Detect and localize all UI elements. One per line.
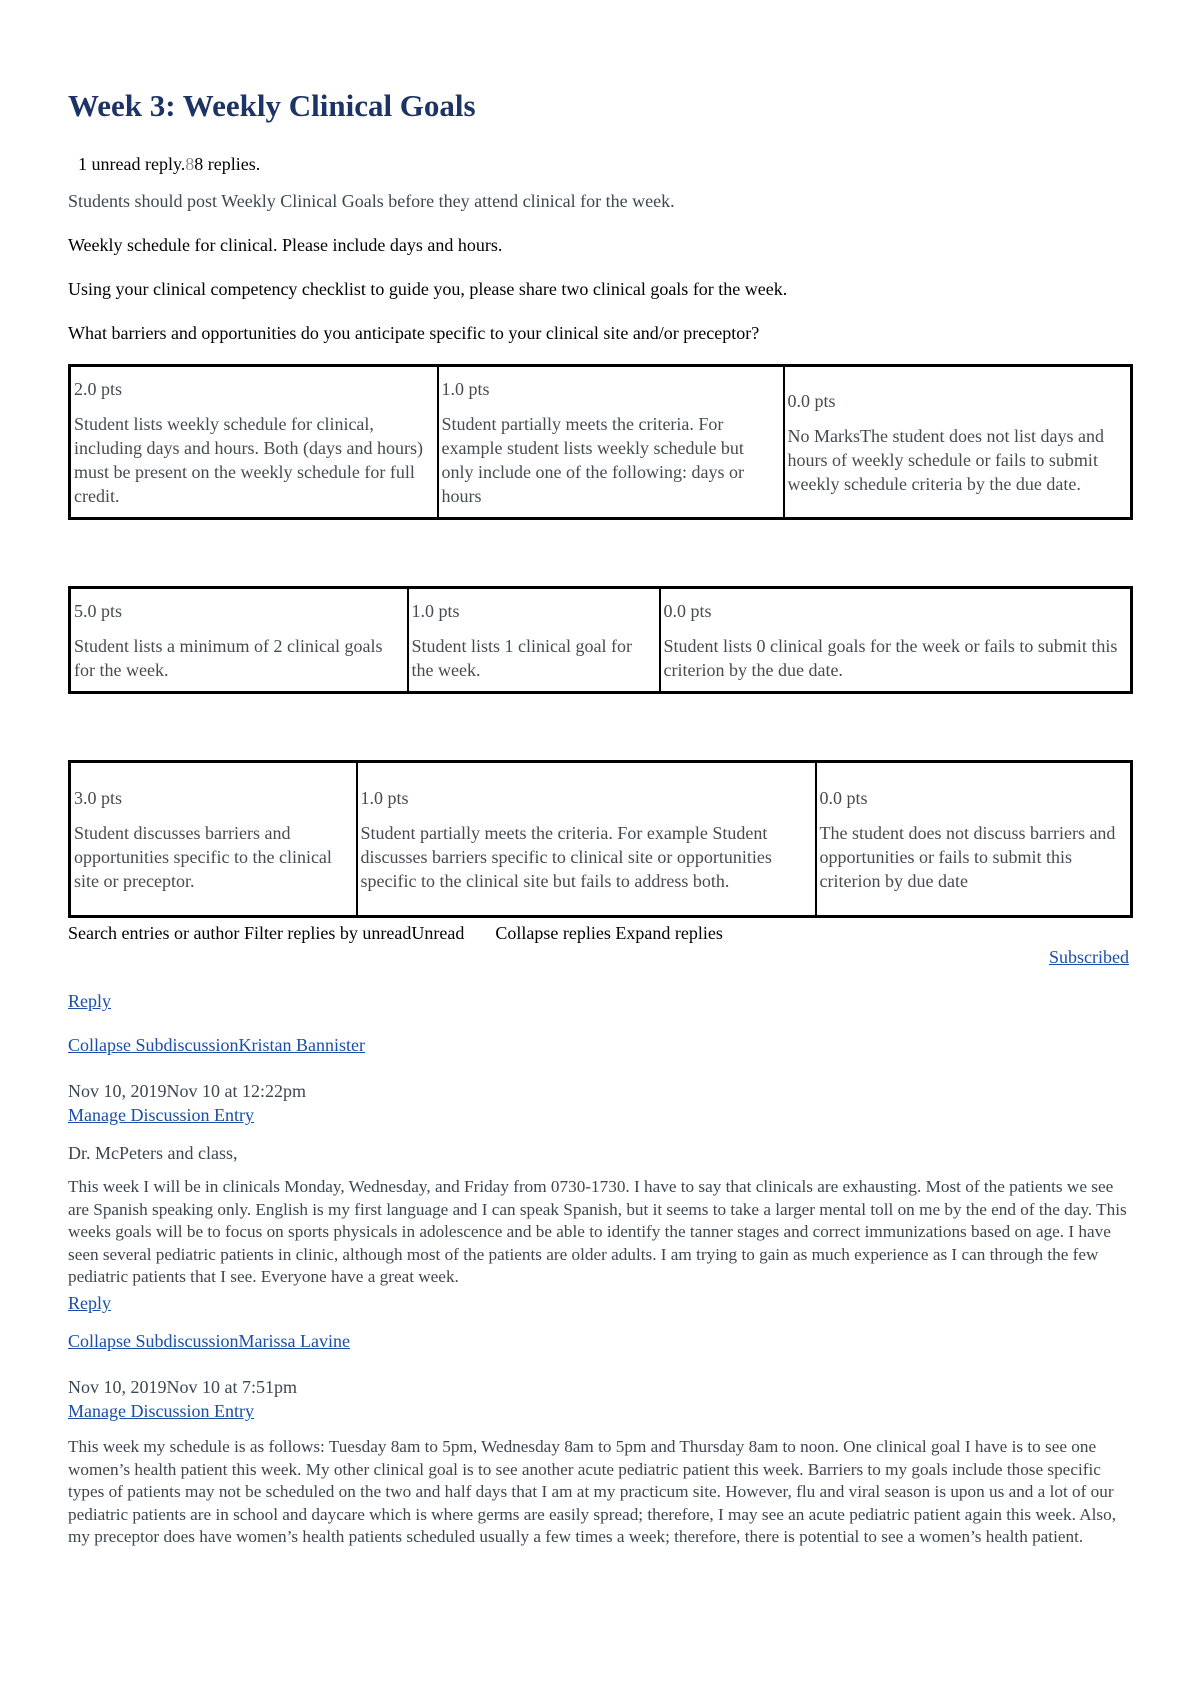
collapse-replies-button[interactable]: Collapse replies: [495, 923, 611, 943]
rubric-points: 1.0 pts: [411, 600, 460, 621]
rubric-table-schedule: [68, 364, 1133, 520]
subscribed-button[interactable]: Subscribed: [1049, 947, 1129, 967]
rubric-cell: [816, 762, 1132, 917]
entry-reply-button[interactable]: Reply: [68, 1293, 111, 1313]
rubric-cell: [70, 366, 438, 519]
rubric-points: 1.0 pts: [360, 787, 409, 808]
rubric-description: Student lists a minimum of 2 clinical goals for the week.: [74, 635, 383, 680]
unread-option: Unread: [411, 923, 465, 943]
total-replies: 8 replies.: [194, 154, 261, 174]
expand-replies-button[interactable]: Expand replies: [615, 923, 723, 943]
instruction-barriers: What barriers and opportunities do you anticipate specific to your clinical site and/or preceptor?: [68, 323, 760, 343]
intro-text: Students should post Weekly Clinical Goals before they attend clinical for the week.: [68, 191, 675, 211]
rubric-description: No MarksThe student does not list days and hours of weekly schedule or fails to submit weekly schedule criteria by the due date.: [787, 425, 1104, 494]
manage-discussion-entry-link[interactable]: Manage Discussion Entry: [68, 1105, 254, 1125]
rubric-points: 5.0 pts: [74, 600, 123, 621]
rubric-table-goals: [68, 586, 1133, 694]
rubric-cell: [660, 588, 1132, 693]
filter-unread-label: Filter replies by unread: [243, 923, 412, 943]
rubric-cell: [357, 762, 816, 917]
rubric-table-barriers: [68, 760, 1133, 918]
discussion-controls: [68, 922, 723, 944]
entry-greeting: Dr. McPeters and class,: [68, 1143, 238, 1163]
entry-date: Nov 10, 2019Nov 10 at 12:22pm: [68, 1081, 306, 1101]
rubric-description: Student lists weekly schedule for clinical, including days and hours. Both (days and hours) must be present on the weekly schedule for full credit.: [74, 413, 423, 506]
rubric-description: The student does not discuss barriers and opportunities or fails to submit this criterion by due date: [819, 822, 1116, 891]
collapse-subdiscussion-link[interactable]: Collapse SubdiscussionKristan Bannister: [68, 1035, 365, 1055]
filter-unread-toggle[interactable]: [244, 923, 464, 943]
rubric-points: 0.0 pts: [663, 600, 712, 621]
rubric-points: 0.0 pts: [819, 787, 868, 808]
entry-body: This week I will be in clinicals Monday, Wednesday, and Friday from 0730-1730. I have to say that clinicals are exhausting. Most of the patients we see are Spanish speaking only. English is my first language and I can speak Spanish, but it seems to take a larger mental toll on me by the end of the day. This weeks goals will be to focus on sports physicals in adolescence and be able to identify the tanner stages and correct immunizations based on age. I have seen several pediatric patients in clinic, although most of the patients are older adults. I am trying to gain as much experience as I can through the few pediatric patients that I see. Everyone have a great week.: [68, 1177, 1127, 1287]
rubric-row: [70, 366, 1132, 519]
rubric-points: 3.0 pts: [74, 787, 123, 808]
reply-count-digit: 8: [185, 154, 195, 174]
rubric-cell: [408, 588, 660, 693]
rubric-description: Student partially meets the criteria. For example student lists weekly schedule but only include one of the following: days or hours: [441, 413, 744, 506]
rubric-points: 0.0 pts: [787, 390, 836, 411]
rubric-description: Student lists 1 clinical goal for the week.: [411, 635, 632, 680]
rubric-cell: [784, 366, 1132, 519]
instruction-goals: Using your clinical competency checklist to guide you, please share two clinical goals for the week.: [68, 279, 788, 299]
rubric-row: [70, 762, 1132, 917]
reply-count: [78, 153, 260, 175]
reply-button[interactable]: Reply: [68, 991, 111, 1011]
search-entries-input[interactable]: Search entries or author: [68, 923, 240, 943]
manage-discussion-entry-link[interactable]: Manage Discussion Entry: [68, 1401, 254, 1421]
rubric-points: 2.0 pts: [74, 378, 123, 399]
rubric-description: Student lists 0 clinical goals for the week or fails to submit this criterion by the due date.: [663, 635, 1118, 680]
rubric-points: 1.0 pts: [441, 378, 490, 399]
rubric-description: Student partially meets the criteria. For example Student discusses barriers specific to clinical site or opportunities specific to the clinical site but fails to address both.: [360, 822, 772, 891]
entry-date: Nov 10, 2019Nov 10 at 7:51pm: [68, 1377, 297, 1397]
rubric-description: Student discusses barriers and opportunities specific to the clinical site or preceptor.: [74, 822, 332, 891]
rubric-cell: [438, 366, 784, 519]
rubric-row: [70, 588, 1132, 693]
unread-count: 1 unread reply.: [78, 154, 186, 174]
page-title: Week 3: Weekly Clinical Goals: [68, 88, 476, 123]
instruction-schedule: Weekly schedule for clinical. Please include days and hours.: [68, 235, 503, 255]
rubric-cell: [70, 588, 408, 693]
rubric-cell: [70, 762, 357, 917]
collapse-subdiscussion-link[interactable]: Collapse SubdiscussionMarissa Lavine: [68, 1331, 350, 1351]
entry-body: This week my schedule is as follows: Tuesday 8am to 5pm, Wednesday 8am to 5pm and Thursday 8am to noon. One clinical goal I have is to see one women’s health patient this week. My other clinical goal is to see another acute pediatric patient this week. Barriers to my goals include those specific types of patients may not be scheduled on the two and half days that I am at my practicum site. However, flu and viral season is upon us and a lot of our pediatric patients are in school and daycare which is where germs are easily spread; therefore, I may see an acute pediatric patient again this week. Also, my preceptor does have women’s health patients scheduled usually a few times a week; therefore, there is potential to see a women’s health patient.: [68, 1437, 1117, 1547]
